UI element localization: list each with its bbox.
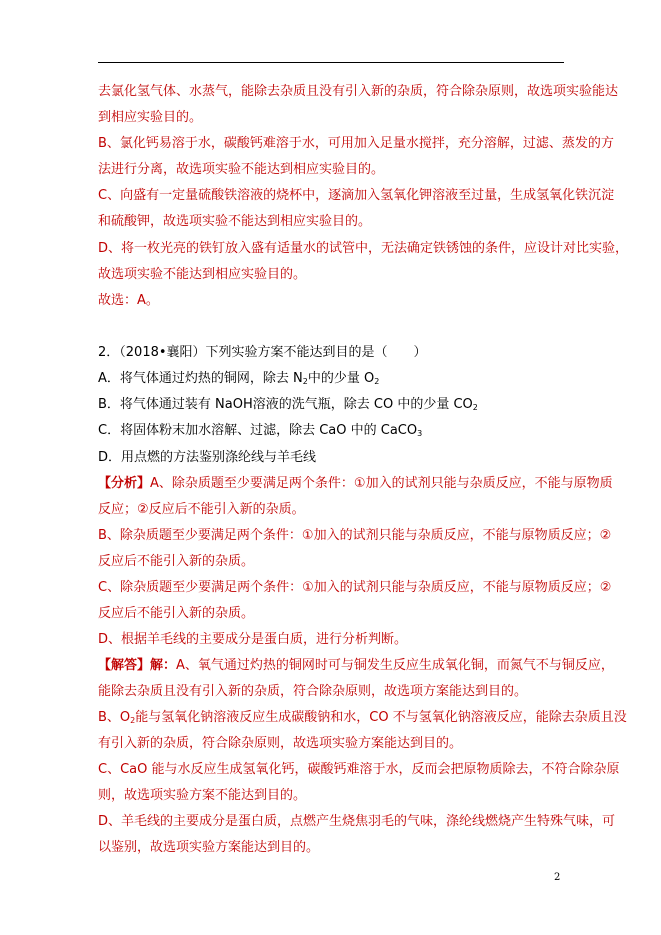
analysis-line: 反应；②反应后不能引入新的杂质。 (98, 502, 305, 517)
option-a-text: A．将气体通过灼热的铜网，除去 N (98, 371, 303, 386)
solution-line: D、羊毛线的主要成分是蛋白质，点燃产生烧焦羽毛的气味，涤纶线燃烧产生特殊气味，可 (98, 814, 616, 829)
option-d: D．用点燃的方法鉴别涤纶线与羊毛线 (98, 450, 317, 465)
solution-line (98, 658, 614, 674)
option-a-subscript: 2 (374, 377, 380, 386)
answer-line: 和硫酸钾，故选项实验不能达到相应实验目的。 (98, 214, 372, 229)
option-a-subscript: 2 (302, 377, 308, 386)
answer-line: B、氯化钙易溶于水，碳酸钙难溶于水，可用加入足量水搅拌，充分溶解，过滤、蒸发的方 (98, 136, 614, 151)
analysis-line (98, 476, 613, 492)
option-b-text: B．将气体通过装有 NaOH溶液的洗气瓶，除去 CO 中的少量 CO (98, 397, 473, 412)
solution-text: B、O (98, 710, 131, 725)
solution-line: C、CaO 能与水反应生成氢氧化钙，碳酸钙难溶于水，反而会把原物质除去，不符合除杂原 (98, 762, 620, 777)
answer-final: 故选：A。 (98, 293, 159, 308)
solution-line: 以鉴别，故选项实验方案能达到目的。 (98, 840, 320, 855)
option-b (98, 397, 566, 413)
analysis-text: A、除杂质题至少要满足两个条件：①加入的试剂只能与杂质反应，不能与原物质 (150, 476, 613, 491)
analysis-line: C、除杂质题至少要满足两个条件：①加入的试剂只能与杂质反应，不能与原物质反应；② (98, 580, 612, 595)
answer-line: C、向盛有一定量硫酸铁溶液的烧杯中，逐滴加入氢氧化钾溶液至过量，生成氢氧化铁沉淀 (98, 188, 615, 203)
solution-line: 有引入新的杂质，符合除杂原则，故选项实验方案能达到目的。 (98, 736, 463, 751)
answer-line: 故选项实验不能达到相应实验目的。 (98, 267, 307, 282)
solution-tag: 【解答】解： (98, 658, 177, 673)
solution-line (98, 710, 627, 726)
analysis-tag: 【分析】 (98, 476, 151, 491)
analysis-line: 反应后不能引入新的杂质。 (98, 606, 255, 621)
analysis-line: D、根据羊毛线的主要成分是蛋白质，进行分析判断。 (98, 632, 408, 647)
analysis-line: 反应后不能引入新的杂质。 (98, 554, 255, 569)
option-a-text-mid: 中的少量 O (307, 371, 375, 386)
question-stem: 2．（2018•襄阳）下列实验方案不能达到目的是（ ） (98, 345, 427, 360)
option-b-subscript: 2 (472, 403, 478, 412)
solution-line: 则，故选项实验方案不能达到目的。 (98, 788, 307, 803)
option-c-subscript: 3 (417, 429, 423, 438)
answer-line: 去氯化氢气体、水蒸气，能除去杂质且没有引入新的杂质，符合除杂原则，故选项实验能达 (98, 84, 619, 99)
option-a (98, 371, 566, 387)
solution-subscript: 2 (130, 716, 136, 725)
solution-text: A、氧气通过灼热的铜网时可与铜发生反应生成氧化铜，而氮气不与铜反应， (176, 658, 614, 673)
answer-line: D、将一枚光亮的铁钉放入盛有适量水的试管中，无法确定铁锈蚀的条件，应设计对比实验， (98, 241, 629, 256)
page-number: 2 (554, 872, 561, 883)
analysis-line: B、除杂质题至少要满足两个条件：①加入的试剂只能与杂质反应，不能与原物质反应；② (98, 528, 612, 543)
answer-line: 法进行分离，故选项实验不能达到相应实验目的。 (98, 162, 385, 177)
option-c-text: C．将固体粉末加水溶解、过滤，除去 CaO 中的 CaCO (98, 423, 418, 438)
answer-line: 到相应实验目的。 (98, 110, 203, 125)
header-rule (98, 62, 564, 63)
solution-text: 能与氢氧化钠溶液反应生成碳酸钠和水，CO 不与氢氧化钠溶液反应，能除去杂质且没 (135, 710, 627, 725)
solution-line: 能除去杂质且没有引入新的杂质，符合除杂原则，故选项方案能达到目的。 (98, 684, 528, 699)
option-c (98, 423, 566, 439)
